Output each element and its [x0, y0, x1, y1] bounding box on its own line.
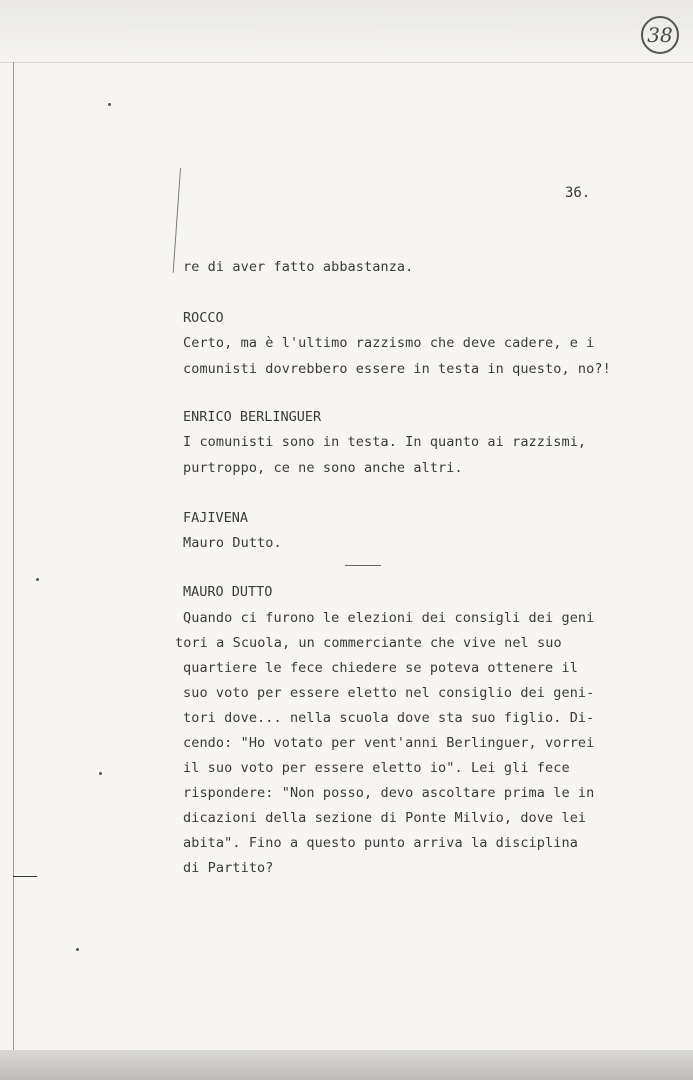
ink-speck — [99, 772, 102, 775]
text-line: I comunisti sono in testa. In quanto ai razzismi, — [183, 434, 587, 450]
page-top-edge — [0, 0, 693, 63]
speaker-name: ROCCO — [183, 310, 224, 326]
page-bottom-edge — [0, 1050, 693, 1080]
ink-speck — [36, 578, 39, 581]
text-line: abita". Fino a questo punto arriva la disciplina — [183, 835, 578, 851]
text-line: purtroppo, ce ne sono anche altri. — [183, 460, 463, 476]
text-line: comunisti dovrebbero essere in testa in questo, no?! — [183, 361, 611, 377]
text-line: tori a Scuola, un commerciante che vive nel suo — [175, 635, 562, 651]
text-line: tori dove... nella scuola dove sta suo figlio. Di- — [183, 710, 595, 726]
page-stamp: 38 — [641, 16, 679, 54]
text-line: di Partito? — [183, 860, 274, 876]
page-number: 36. — [565, 185, 591, 201]
text-line: suo voto per essere eletto nel consiglio dei geni- — [183, 685, 595, 701]
ink-speck — [76, 948, 79, 951]
text-line: il suo voto per essere eletto io". Lei gli fece — [183, 760, 570, 776]
left-margin-rule — [13, 62, 14, 1052]
ink-speck — [108, 103, 111, 106]
text-line: rispondere: "Non posso, devo ascoltare prima le in — [183, 785, 595, 801]
pencil-mark — [173, 168, 181, 273]
pencil-dash-mark — [345, 565, 381, 566]
text-line: Mauro Dutto. — [183, 535, 282, 551]
text-line: re di aver fatto abbastanza. — [183, 259, 414, 275]
speaker-name: MAURO DUTTO — [183, 584, 273, 600]
text-line: cendo: "Ho votato per vent'anni Berlinguer, vorrei — [183, 735, 595, 751]
text-line: Certo, ma è l'ultimo razzismo che deve cadere, e i — [183, 335, 595, 351]
speaker-name: ENRICO BERLINGUER — [183, 409, 322, 425]
speaker-name: FAJIVENA — [183, 510, 249, 526]
text-line: quartiere le fece chiedere se poteva ottenere il — [183, 660, 578, 676]
text-line: dicazioni della sezione di Ponte Milvio, dove lei — [183, 810, 587, 826]
margin-tick-mark — [13, 876, 37, 877]
text-line: Quando ci furono le elezioni dei consigli dei geni — [183, 610, 595, 626]
